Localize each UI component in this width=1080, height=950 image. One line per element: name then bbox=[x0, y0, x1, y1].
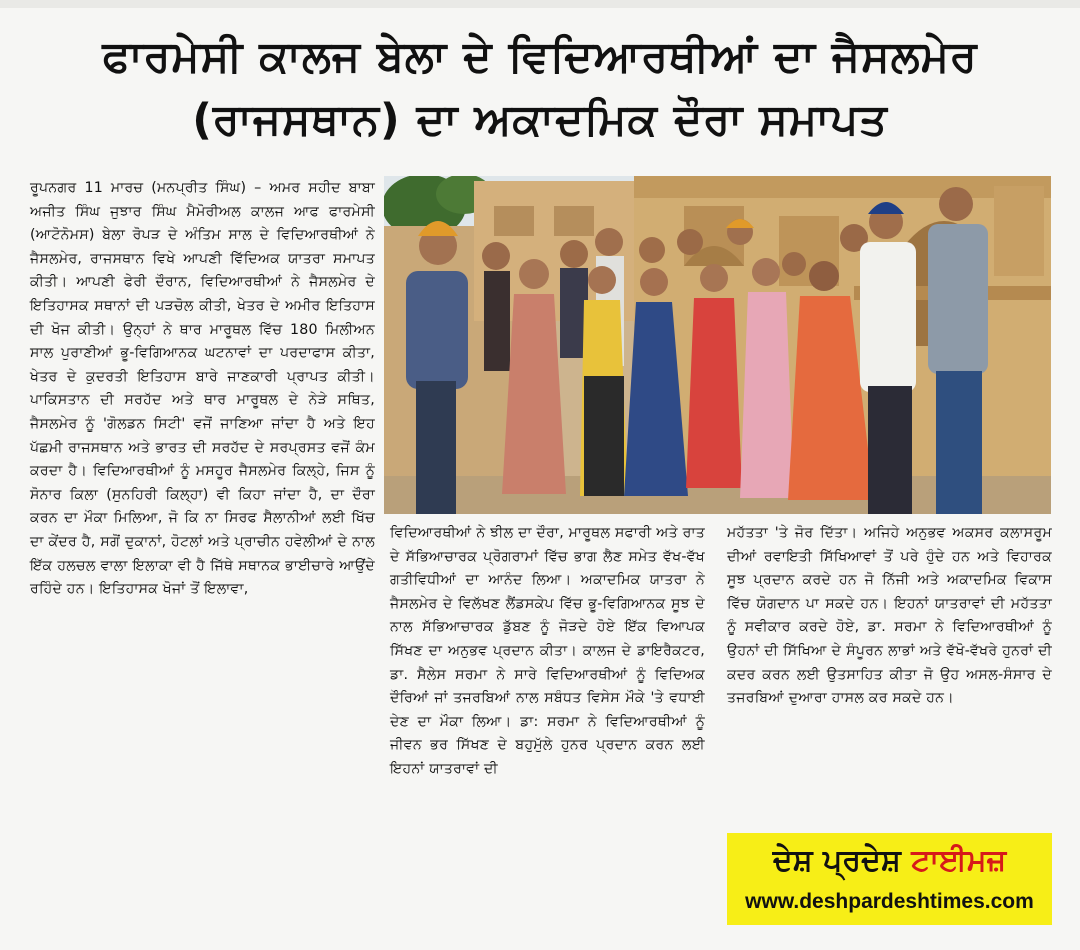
masthead-url: www.deshpardeshtimes.com bbox=[745, 890, 1034, 913]
headline-line-1: ਫਾਰਮੇਸੀ ਕਾਲਜ ਬੇਲਾ ਦੇ ਵਿਦਿਆਰਥੀਆਂ ਦਾ ਜੈਸਲਮੇਰ bbox=[102, 32, 978, 82]
masthead-title-part-1: ਦੇਸ਼ ਪ੍ਰਦੇਸ਼ bbox=[772, 843, 901, 878]
article-column-1 bbox=[30, 177, 375, 602]
group-photo-illustration bbox=[384, 176, 1051, 514]
top-edge bbox=[0, 0, 1080, 8]
headline-line-2: (ਰਾਜਸਥਾਨ) ਦਾ ਅਕਾਦਮਿਕ ਦੌਰਾ ਸਮਾਪਤ bbox=[192, 95, 888, 145]
column-1-text: ਰੂਪਨਗਰ 11 ਮਾਰਚ (ਮਨਪ੍ਰੀਤ ਸਿੰਘ) – ਅਮਰ ਸਹੀਦ ਬਾਬਾ ਅਜੀਤ ਸਿੰਘ ਜੁਝਾਰ ਸਿੰਘ ਮੈਮੋਰੀਅਲ ਕਾਲਜ ਆਫ ਫਾਰਮੇਸੀ (ਆਟੋਨੋਮਸ) ਬੇਲਾ ਰੋਪੜ ਦੇ ਅੰਤਿਮ ਸਾਲ ਦੇ ਵਿਦਿਆਰਥੀਆਂ ਨੇ ਜੈਸਲਮੇਰ, ਰਾਜਸਥਾਨ ਵਿਖੇ ਆਪਣੀ ਵਿੱਦਿਅਕ ਯਾਤਰਾ ਸਮਾਪਤ ਕੀਤੀ। ਆਪਣੀ ਫੇਰੀ ਦੌਰਾਨ, ਵਿਦਿਆਰਥੀਆਂ ਨੇ ਜੈਸਲਮੇਰ ਦੇ ਇਤਿਹਾਸਕ ਸਥਾਨਾਂ ਦੀ ਪੜਚੋਲ ਕੀਤੀ, ਖੇਤਰ ਦੇ ਅਮੀਰ ਇਤਿਹਾਸ ਦੀ ਖੋਜ ਕੀਤੀ। ਉਨ੍ਹਾਂ ਨੇ ਥਾਰ ਮਾਰੂਥਲ ਵਿੱਚ 180 ਮਿਲੀਅਨ ਸਾਲ ਪੁਰਾਣੀਆਂ ਭੂ-ਵਿਗਿਆਨਕ ਘਟਨਾਵਾਂ ਦਾ ਪਰਦਾਫਾਸ ਕੀਤਾ, ਖੇਤਰ ਦੇ ਕੁਦਰਤੀ ਇਤਿਹਾਸ ਬਾਰੇ ਜਾਣਕਾਰੀ ਪ੍ਰਾਪਤ ਕੀਤੀ। ਪਾਕਿਸਤਾਨ ਦੀ ਸਰਹੱਦ ਅਤੇ ਥਾਰ ਮਾਰੂਥਲ ਦੇ ਨੇੜੇ ਸਥਿਤ, ਜੈਸਲਮੇਰ ਨੂੰ 'ਗੋਲਡਨ ਸਿਟੀ' ਵਜੋਂ ਜਾਣਿਆ ਜਾਂਦਾ ਹੈ ਅਤੇ ਇਹ ਪੱਛਮੀ ਰਾਜਸਥਾਨ ਅਤੇ ਭਾਰਤ ਦੀ ਸਰਹੱਦ ਦੇ ਸਰਪ੍ਰਸਤ ਵਜੋਂ ਕੰਮ ਕਰਦਾ ਹੈ। ਵਿਦਿਆਰਥੀਆਂ ਨੂੰ ਮਸਹੂਰ ਜੈਸਲਮੇਰ ਕਿਲ੍ਹੇ, ਜਿਸ ਨੂੰ ਸੋਨਾਰ ਕਿਲਾ (ਸੁਨਹਿਰੀ ਕਿਲ੍ਹਾ) ਵੀ ਕਿਹਾ ਜਾਂਦਾ ਹੈ, ਦਾ ਦੌਰਾ ਕਰਨ ਦਾ ਮੌਕਾ ਮਿਲਿਆ, ਜੋ ਕਿ ਨਾ ਸਿਰਫ ਸੈਲਾਨੀਆਂ ਲਈ ਖਿੱਚ ਦਾ ਕੇਂਦਰ ਹੈ, ਸਗੋਂ ਦੁਕਾਨਾਂ, ਹੋਟਲਾਂ ਅਤੇ ਪ੍ਰਾਚੀਨ ਹਵੇਲੀਆਂ ਦੇ ਨਾਲ ਇੱਕ ਹਲਚਲ ਵਾਲਾ ਇਲਾਕਾ ਵੀ ਹੈ ਜਿੱਥੇ ਸਥਾਨਕ ਭਾਈਚਾਰੇ ਆਉਂਦੇ ਰਹਿੰਦੇ ਹਨ। ਇਤਿਹਾਸਕ ਖੋਜਾਂ ਤੋਂ ਇਲਾਵਾ, bbox=[30, 180, 375, 598]
masthead-title bbox=[727, 839, 1052, 883]
headline bbox=[20, 26, 1060, 152]
masthead-title-part-2: ਟਾਈਮਜ਼ bbox=[911, 843, 1007, 878]
column-3-text: ਮਹੱਤਤਾ 'ਤੇ ਜੋਰ ਦਿੱਤਾ। ਅਜਿਹੇ ਅਨੁਭਵ ਅਕਸਰ ਕਲਾਸਰੂਮ ਦੀਆਂ ਰਵਾਇਤੀ ਸਿੱਖਿਆਵਾਂ ਤੋਂ ਪਰੇ ਹੁੰਦੇ ਹਨ ਅਤੇ ਵਿਹਾਰਕ ਸੂਝ ਪ੍ਰਦਾਨ ਕਰਦੇ ਹਨ ਜੋ ਨਿੱਜੀ ਅਤੇ ਅਕਾਦਮਿਕ ਵਿਕਾਸ ਵਿੱਚ ਯੋਗਦਾਨ ਪਾ ਸਕਦੇ ਹਨ। ਇਹਨਾਂ ਯਾਤਰਾਵਾਂ ਦੀ ਮਹੱਤਤਾ ਨੂੰ ਸਵੀਕਾਰ ਕਰਦੇ ਹੋਏ, ਡਾ. ਸਰਮਾ ਨੇ ਵਿਦਿਆਰਥੀਆਂ ਨੂੰ ਉਹਨਾਂ ਦੀ ਸਿੱਖਿਆ ਦੇ ਸੰਪੂਰਨ ਲਾਭਾਂ ਅਤੇ ਵੱਖੋ-ਵੱਖਰੇ ਹੁਨਰਾਂ ਦੀ ਕਦਰ ਕਰਨ ਲਈ ਉਤਸਾਹਿਤ ਕੀਤਾ ਜੋ ਉਹ ਅਸਲ-ਸੰਸਾਰ ਦੇ ਤਜਰਬਿਆਂ ਦੁਆਰਾ ਹਾਸਲ ਕਰ ਸਕਦੇ ਹਨ। bbox=[727, 525, 1052, 707]
column-2-text: ਵਿਦਿਆਰਥੀਆਂ ਨੇ ਝੀਲ ਦਾ ਦੌਰਾ, ਮਾਰੂਥਲ ਸਫਾਰੀ ਅਤੇ ਰਾਤ ਦੇ ਸੱਭਿਆਚਾਰਕ ਪ੍ਰੋਗਰਾਮਾਂ ਵਿੱਚ ਭਾਗ ਲੈਣ ਸਮੇਤ ਵੱਖ-ਵੱਖ ਗਤੀਵਿਧੀਆਂ ਦਾ ਆਨੰਦ ਲਿਆ। ਅਕਾਦਮਿਕ ਯਾਤਰਾ ਨੇ ਜੈਸਲਮੇਰ ਦੇ ਵਿਲੱਖਣ ਲੈਂਡਸਕੇਪ ਵਿੱਚ ਭੂ-ਵਿਗਿਆਨਕ ਸੂਝ ਦੇ ਨਾਲ ਸੱਭਿਆਚਾਰਕ ਡੁੱਬਣ ਨੂੰ ਜੋੜਦੇ ਹੋਏ ਇੱਕ ਵਿਆਪਕ ਸਿੱਖਣ ਦਾ ਅਨੁਭਵ ਪ੍ਰਦਾਨ ਕੀਤਾ। ਕਾਲਜ ਦੇ ਡਾਇਰੈਕਟਰ, ਡਾ. ਸੈਲੇਸ ਸਰਮਾ ਨੇ ਸਾਰੇ ਵਿਦਿਆਰਥੀਆਂ ਨੂੰ ਵਿਦਿਅਕ ਦੌਰਿਆਂ ਜਾਂ ਤਜਰਬਿਆਂ ਨਾਲ ਸਬੰਧਤ ਵਿਸੇਸ ਮੌਕੇ 'ਤੇ ਵਧਾਈ ਦੇਣ ਦਾ ਮੌਕਾ ਲਿਆ। ਡਾ: ਸਰਮਾ ਨੇ ਵਿਦਿਆਰਥੀਆਂ ਨੂੰ ਜੀਵਨ ਭਰ ਸਿੱਖਣ ਦੇ ਬਹੁਮੁੱਲੇ ਹੁਨਰ ਪ੍ਰਦਾਨ ਕਰਨ ਲਈ ਇਹਨਾਂ ਯਾਤਰਾਵਾਂ ਦੀ bbox=[390, 525, 705, 777]
article-column-2 bbox=[390, 522, 705, 782]
article-column-3 bbox=[727, 522, 1052, 711]
newspaper-masthead bbox=[727, 833, 1052, 925]
group-photo bbox=[384, 176, 1051, 514]
